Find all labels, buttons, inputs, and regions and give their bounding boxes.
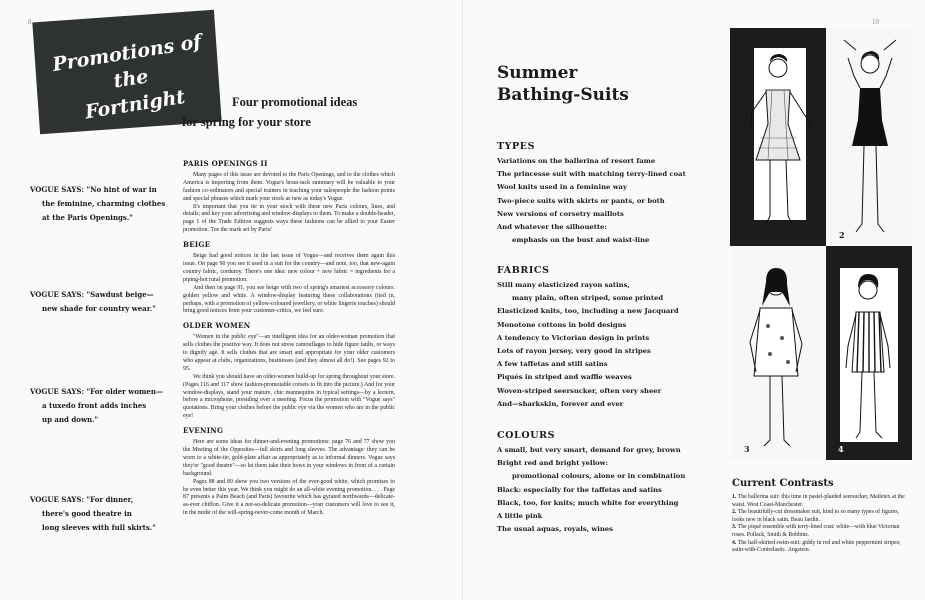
quote-line: VOGUE SAYS: "For dinner, (30, 495, 134, 504)
illustration-1 (730, 28, 826, 246)
list-item: New versions of corsetry maillots (497, 209, 624, 218)
list-item: Black: especially for the taffetas and satins (497, 485, 662, 494)
list-item: Black, too, for knits; much white for everything (497, 498, 679, 507)
subtitle-line: Four promotional ideas (232, 95, 358, 109)
caption-number: 1. (732, 494, 737, 500)
caption-text: The beautifully-cut dressmaker suit, kind to so many types of figures, looks new in black satin. Beau Jardin. (732, 509, 900, 523)
page-number-right: 10 (872, 18, 879, 26)
bathing-suits-title (497, 62, 629, 106)
paragraph: It's important that you tie in your stock with these new Paris colours, lines, and details; and key your advertising and window-displays to them. To make a double-header, page 1 of the Trade Edition suggests ways these fashions can be allied to your Easter promotion. Toe the mark set by Paris! (183, 203, 395, 234)
paragraph: Beige had good notices in the last issue of Vogue—and receives them again this issue. On page 90 you see it used in a suit for the country—and note, too, that new-again country fabric, corduroy. There's one idea: new colour + new fabric = ingredients for a piping-hot rural promotion. (183, 253, 395, 283)
paragraph: "Women in the public eye"—an intelligent idea for an older-woman promotion that sells clothes the positive way. It does not stress camouflages to hide figure faults, or ways to dignify age. It sells clothes that are smart and appropriate for your older customers who appear at clubs, organizations, businesses (and they almost all do!). See pages 92 to 95. (183, 334, 395, 372)
quote-line: there's good theatre in (42, 509, 132, 518)
page-subtitle (182, 92, 412, 132)
list-item: Elasticized knits, too, including a new Jacquard (497, 307, 679, 316)
caption-item (732, 494, 910, 509)
paragraph: Here are some ideas for dinner-and-evening promotions: page 76 and 77 show you the Meeting of the Opposites—full skirts and long sleeves. The advantage: they can be worn to a white-tie, gold-plate affair as appropriately as to informal dinners. Vogue says they're "good theatre"—so let them take their bows in your windows in front of a curtain background. (183, 439, 395, 477)
caption-number: 2. (732, 509, 737, 516)
quote-line: at the Paris Openings." (42, 213, 133, 222)
caption-number: 3. (732, 524, 737, 531)
vogue-says-quote (30, 183, 180, 225)
list-item: And—sharkskin, forever and ever (497, 399, 624, 408)
striped-swimsuit-drawing (826, 246, 912, 460)
colours-heading: COLOURS (497, 430, 556, 441)
quote-line: a tuxedo front adds inches (42, 401, 147, 410)
types-list (497, 155, 717, 247)
fabrics-list (497, 279, 717, 411)
title-line: Bathing-Suits (497, 85, 629, 105)
caption-item (732, 509, 910, 524)
list-item: many plain, often striped, some printed (512, 294, 664, 303)
vogue-says-quote (30, 288, 180, 316)
list-item: Wool knits used in a feminine way (497, 183, 627, 192)
section-heading: EVENING (183, 426, 224, 436)
quote-line: VOGUE SAYS: "No hint of war in (30, 185, 157, 194)
list-item: Still many elasticized rayon satins, (497, 281, 630, 289)
list-item: Monotone cottons in bold designs (497, 320, 627, 329)
vogue-says-quote (30, 385, 180, 427)
list-item: A small, but very smart, demand for grey, brown (497, 446, 681, 454)
list-item: promotional colours, alone or in combination (512, 472, 686, 481)
quote-line: VOGUE SAYS: "Sawdust beige— (30, 290, 154, 299)
caption-item (732, 540, 910, 555)
list-item: Lots of rayon jersey, very good in stripes (497, 347, 651, 356)
page-gutter (462, 0, 463, 600)
quote-line: new shade for country wear." (42, 304, 156, 313)
paragraph: And then on page 91, you see beige with two of spring's smartest accessory colours: golden yellow and white. A window-display featuring these collaborations (tied in, perhaps, with a promotion of yellow-coloured jewellery, or white lingerie touches) should bring good notices from your customer-critics, we feel sure. (183, 284, 395, 315)
list-item: A little pink (497, 512, 543, 521)
illustration-number: 3 (744, 444, 750, 454)
caption-text: The half-skirted swim-suit: giddy in red and white peppermint stripes; satin-with-Contrelastic. Angstein. (732, 539, 901, 554)
title-line: Summer (497, 63, 578, 83)
vogue-says-quote (30, 493, 180, 535)
section-heading: PARIS OPENINGS II (183, 159, 268, 168)
paragraph: Many pages of this issue are devoted to the Paris Openings, and to the clothes which America is importing from them. Vogue's brass-tack summary will be valuable to your fashion co-ordinators and special trainers in teaching your salespeople the fashion points and special phrases which mark your stock as new as today's Vogue. (183, 171, 395, 202)
article-body (183, 160, 395, 518)
fabrics-heading: FABRICS (497, 265, 550, 276)
list-item: Bright red and bright yellow: (497, 459, 609, 468)
types-heading: TYPES (497, 141, 536, 152)
illustration-number: 1 (741, 230, 747, 240)
pique-ensemble-drawing (730, 246, 826, 460)
list-item: A tendency to Victorian design in prints (497, 333, 650, 342)
illustration-number: 2 (839, 230, 845, 240)
illustration-4 (826, 246, 912, 460)
caption-number: 4. (732, 539, 737, 546)
list-item: Two-piece suits with skirts or pants, or both (497, 196, 665, 205)
quote-line: VOGUE SAYS: "For older women— (30, 387, 163, 396)
list-item: And whatever the silhouette: (497, 223, 607, 232)
list-item: Variations on the ballerina of resort fame (497, 157, 656, 165)
list-item: Woven-striped seersucker, often very sheer (497, 386, 662, 395)
section-heading: OLDER WOMEN (183, 321, 251, 331)
caption-item (732, 524, 910, 539)
contrasts-heading: Current Contrasts (732, 478, 834, 489)
dressmaker-suit-drawing (826, 28, 912, 246)
list-item: The usual aquas, royals, wines (497, 525, 613, 534)
illustration-number: 4 (838, 444, 844, 454)
quote-line: the feminine, charming clothes (42, 199, 166, 208)
current-contrasts (732, 478, 910, 555)
caption-text: The ballerina suit: this time in pastel-plaided seersucker, Matletex at the waist. West Coast-Manchester. (732, 494, 905, 508)
section-heading: BEIGE (183, 240, 211, 250)
colours-list (497, 444, 717, 536)
paragraph: We think you should have an older-women build-up for spring throughout your store. (Pages 116 and 117 show fashion-promotable corsets to fit into the picture.) And for your window-displays, stand your mature, chic mannequins in typical settings—by a lectern, before a microphone, presiding over a meeting. Focus the promotion with "Vogue says" quotations. Bring your clothes before the public eye via the women who are in the public eye! (183, 373, 395, 420)
page-title: Promotions of the Fortnight (50, 30, 203, 124)
paragraph: Pages 88 and 89 show you two versions of the ever-good white, which promises to be even better this year. We think you might do an all-white evening promotion. . . . Page 87 presents a Palm Beach (and Paris) favourite which has gyrated northwards—delicate-as-ever chiffon. Give it a not-so-delicate promotion—your customers will love to see it, in the midst of the will-spring-never-come month of March. (183, 478, 395, 517)
illustration-3 (730, 246, 826, 460)
list-item: emphasis on the bust and waist-line (512, 236, 650, 245)
illustration-2 (826, 28, 912, 246)
list-item: A few taffetas and still satins (497, 360, 608, 369)
list-item: The princesse suit with matching terry-lined coat (497, 170, 686, 179)
illustration-panel (730, 28, 912, 460)
quote-line: up and down." (42, 415, 99, 424)
ballerina-suit-drawing (730, 28, 826, 246)
list-item: Piqués in striped and waffle weaves (497, 373, 632, 382)
caption-text: The piqué ensemble with terry-lined coat: white—with blue Victorian roses. Pollack, Smith & Robbins. (732, 524, 900, 538)
quote-line: long sleeves with full skirts." (42, 523, 156, 532)
subtitle-line: for spring for your store (182, 115, 311, 129)
page-number-left: 8 (28, 18, 32, 26)
